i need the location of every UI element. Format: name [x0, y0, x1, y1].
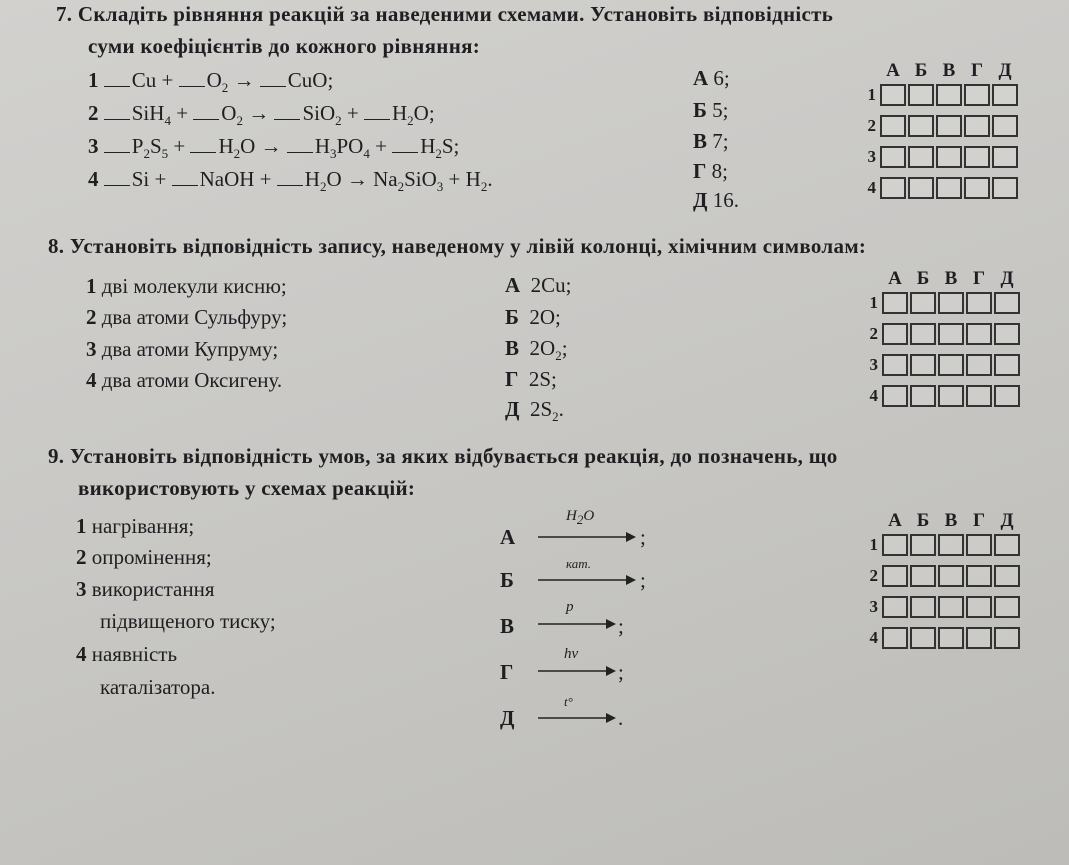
- reaction-arrow-icon: [536, 618, 616, 630]
- coefficient-blank: [190, 138, 216, 153]
- q7-title-text: Складіть рівняння реакцій за наведеними схемами. Установіть відповідність: [77, 2, 834, 26]
- q9-left-item: 2 опромінення;: [76, 545, 212, 569]
- q7-equation-3: 3 $P_2S_5 + H_2O \to H_3PO_4 + H_2S$;: [88, 134, 460, 162]
- q7-item-number: 2: [88, 101, 99, 125]
- q9-option-e-end: .: [618, 706, 624, 730]
- q9-left-item: 3 використання: [76, 577, 215, 601]
- q7-number: 7.: [56, 2, 73, 26]
- coefficient-blank: [104, 138, 130, 153]
- q7-item-number: 4: [88, 167, 99, 191]
- answer-cell[interactable]: [964, 115, 990, 137]
- grid-column-label: Г: [972, 268, 986, 289]
- q9-option-b: Б: [500, 568, 514, 592]
- q9-option-d: Г: [500, 660, 514, 684]
- answer-cell[interactable]: [936, 84, 962, 106]
- answer-cell[interactable]: [882, 385, 908, 407]
- coefficient-blank: [260, 72, 286, 87]
- answer-cell[interactable]: [966, 292, 992, 314]
- q7-option-b: Б 5;: [693, 98, 729, 122]
- q9-left-item: 4 наявність: [76, 642, 178, 666]
- grid-column-label: Б: [914, 60, 928, 81]
- q9-arrow-c: p: [536, 599, 616, 635]
- grid-row-label: 1: [869, 535, 878, 554]
- grid-row-label: 4: [867, 178, 876, 197]
- answer-cell[interactable]: [936, 146, 962, 168]
- q9-option-b-end: ;: [640, 568, 646, 592]
- q8-option-a: А 2Cu;: [505, 273, 572, 297]
- answer-cell[interactable]: [938, 565, 964, 587]
- grid-row-label: 1: [869, 293, 878, 312]
- answer-cell[interactable]: [966, 627, 992, 649]
- answer-cell[interactable]: [910, 354, 936, 376]
- q7-equation-2: 2 $SiH_4 + O_2 \to SiO_2 + H_2O$;: [88, 101, 435, 129]
- q7-title-line1: [56, 2, 833, 27]
- q9-option-d-end: ;: [618, 660, 624, 684]
- answer-cell[interactable]: [882, 292, 908, 314]
- answer-cell[interactable]: [966, 596, 992, 618]
- answer-cell[interactable]: [882, 323, 908, 345]
- q7-option-e: Д 16.: [693, 188, 739, 212]
- answer-cell[interactable]: [936, 115, 962, 137]
- grid-column-label: А: [888, 268, 902, 289]
- grid-column-label: В: [944, 510, 958, 531]
- answer-cell[interactable]: [936, 177, 962, 199]
- q9-option-e: Д: [500, 706, 515, 730]
- reaction-arrow-icon: [536, 574, 636, 586]
- answer-cell[interactable]: [938, 534, 964, 556]
- q8-left-item: 2 два атоми Сульфуру;: [86, 305, 288, 329]
- q7-option-a: А 6;: [693, 66, 730, 90]
- q7-option-c: В 7;: [693, 129, 729, 153]
- answer-cell[interactable]: [908, 177, 934, 199]
- grid-row-label: 2: [869, 566, 878, 585]
- answer-cell[interactable]: [938, 596, 964, 618]
- q7-option-d: Г 8;: [693, 159, 728, 183]
- q9-option-c-end: ;: [618, 614, 624, 638]
- coefficient-blank: [172, 171, 198, 186]
- answer-cell[interactable]: [994, 596, 1020, 618]
- grid-column-label: Д: [998, 60, 1012, 81]
- grid-column-label: Г: [972, 510, 986, 531]
- q9-left-item-continuation: каталізатора.: [100, 675, 216, 699]
- answer-cell[interactable]: [910, 292, 936, 314]
- answer-cell[interactable]: [910, 565, 936, 587]
- grid-column-label: А: [888, 510, 902, 531]
- grid-row-label: 4: [869, 386, 878, 405]
- answer-cell[interactable]: [910, 534, 936, 556]
- q8-left-item: 4 два атоми Оксигену.: [86, 368, 283, 392]
- answer-cell[interactable]: [994, 292, 1020, 314]
- grid-row-label: 4: [869, 628, 878, 647]
- answer-cell[interactable]: [964, 177, 990, 199]
- grid-row-label: 1: [867, 85, 876, 104]
- q8-option-b: Б 2O;: [505, 305, 561, 329]
- coefficient-blank: [364, 105, 390, 120]
- q7-equation-1: 1 $Cu + O_2$ → CuO;: [88, 68, 334, 96]
- answer-cell[interactable]: [910, 627, 936, 649]
- answer-cell[interactable]: [966, 323, 992, 345]
- coefficient-blank: [179, 72, 205, 87]
- answer-cell[interactable]: [992, 177, 1018, 199]
- answer-cell[interactable]: [964, 84, 990, 106]
- answer-cell[interactable]: [910, 596, 936, 618]
- q9-left-item-continuation: підвищеного тиску;: [100, 609, 276, 633]
- coefficient-blank: [287, 138, 313, 153]
- q9-title-line1: [48, 444, 838, 469]
- answer-cell[interactable]: [880, 177, 906, 199]
- answer-cell[interactable]: [910, 323, 936, 345]
- grid-column-label: Б: [916, 268, 930, 289]
- answer-cell[interactable]: [882, 627, 908, 649]
- q9-title-text: Установіть відповідність умов, за яких відбувається реакція, до позначень, що: [69, 444, 838, 468]
- q9-left-item: 1 нагрівання;: [76, 514, 195, 538]
- coefficient-blank: [274, 105, 300, 120]
- answer-cell[interactable]: [882, 534, 908, 556]
- q8-left-item: 3 два атоми Купруму;: [86, 337, 279, 361]
- answer-cell[interactable]: [938, 323, 964, 345]
- answer-cell[interactable]: [908, 146, 934, 168]
- q8-option-e: Д $2S_2$.: [505, 397, 564, 425]
- q8-option-c: В $2O_2$;: [505, 336, 568, 364]
- grid-column-label: В: [944, 268, 958, 289]
- q7-equation-4: 4 Si + NaOH + $H_2O \to Na_2SiO_3 + H_2$.: [88, 167, 493, 195]
- q9-arrow-d: hν: [536, 646, 616, 682]
- answer-cell[interactable]: [938, 354, 964, 376]
- answer-cell[interactable]: [992, 84, 1018, 106]
- answer-cell[interactable]: [882, 354, 908, 376]
- answer-cell[interactable]: [938, 385, 964, 407]
- q8-option-d: Г 2S;: [505, 367, 557, 391]
- coefficient-blank: [277, 171, 303, 186]
- q8-title: [48, 234, 866, 259]
- answer-cell[interactable]: [882, 565, 908, 587]
- q8-number: 8.: [48, 234, 65, 258]
- grid-row-label: 2: [869, 324, 878, 343]
- q7-item-number: 3: [88, 134, 99, 158]
- reaction-arrow-icon: [536, 665, 616, 677]
- answer-cell[interactable]: [880, 146, 906, 168]
- coefficient-blank: [104, 72, 130, 87]
- answer-cell[interactable]: [938, 627, 964, 649]
- coefficient-blank: [104, 171, 130, 186]
- answer-cell[interactable]: [966, 385, 992, 407]
- answer-cell[interactable]: [880, 84, 906, 106]
- answer-cell[interactable]: [992, 115, 1018, 137]
- answer-cell[interactable]: [994, 385, 1020, 407]
- answer-cell[interactable]: [964, 146, 990, 168]
- answer-cell[interactable]: [938, 292, 964, 314]
- answer-cell[interactable]: [994, 565, 1020, 587]
- q9-arrow-e: t°: [536, 694, 616, 729]
- answer-cell[interactable]: [966, 534, 992, 556]
- answer-cell[interactable]: [908, 115, 934, 137]
- q7-title-line2: суми коефіцієнтів до кожного рівняння:: [88, 34, 481, 58]
- grid-row-label: 3: [869, 355, 878, 374]
- q9-title-line2: використовують у схемах реакцій:: [78, 476, 416, 500]
- coefficient-blank: [392, 138, 418, 153]
- q8-left-item: 1 дві молекули кисню;: [86, 274, 287, 298]
- answer-cell[interactable]: [966, 565, 992, 587]
- q9-option-c: В: [500, 614, 515, 638]
- grid-row-label: 3: [867, 147, 876, 166]
- coefficient-blank: [193, 105, 219, 120]
- grid-row-label: 2: [867, 116, 876, 135]
- answer-cell[interactable]: [994, 627, 1020, 649]
- answer-cell[interactable]: [910, 385, 936, 407]
- grid-column-label: Б: [916, 510, 930, 531]
- answer-cell[interactable]: [994, 534, 1020, 556]
- grid-column-label: Д: [1000, 510, 1014, 531]
- q8-title-text: Установіть відповідність запису, наведеному у лівій колонці, хімічним символам:: [69, 234, 867, 258]
- grid-column-label: В: [942, 60, 956, 81]
- answer-cell[interactable]: [966, 354, 992, 376]
- reaction-arrow-icon: [536, 531, 636, 543]
- grid-column-label: Г: [970, 60, 984, 81]
- answer-cell[interactable]: [994, 323, 1020, 345]
- reaction-arrow-icon: [536, 712, 616, 724]
- grid-column-label: Д: [1000, 268, 1014, 289]
- answer-cell[interactable]: [880, 115, 906, 137]
- coefficient-blank: [104, 105, 130, 120]
- answer-cell[interactable]: [908, 84, 934, 106]
- answer-cell[interactable]: [994, 354, 1020, 376]
- q9-option-a-end: ;: [640, 525, 646, 549]
- answer-cell[interactable]: [882, 596, 908, 618]
- q9-option-a: А: [500, 525, 516, 549]
- answer-cell[interactable]: [992, 146, 1018, 168]
- grid-column-label: А: [886, 60, 900, 81]
- q9-arrow-a: $H_2O$: [536, 508, 636, 548]
- q9-arrow-b: кат.: [536, 556, 636, 591]
- grid-row-label: 3: [869, 597, 878, 616]
- q9-number: 9.: [48, 444, 65, 468]
- q7-item-number: 1: [88, 68, 99, 92]
